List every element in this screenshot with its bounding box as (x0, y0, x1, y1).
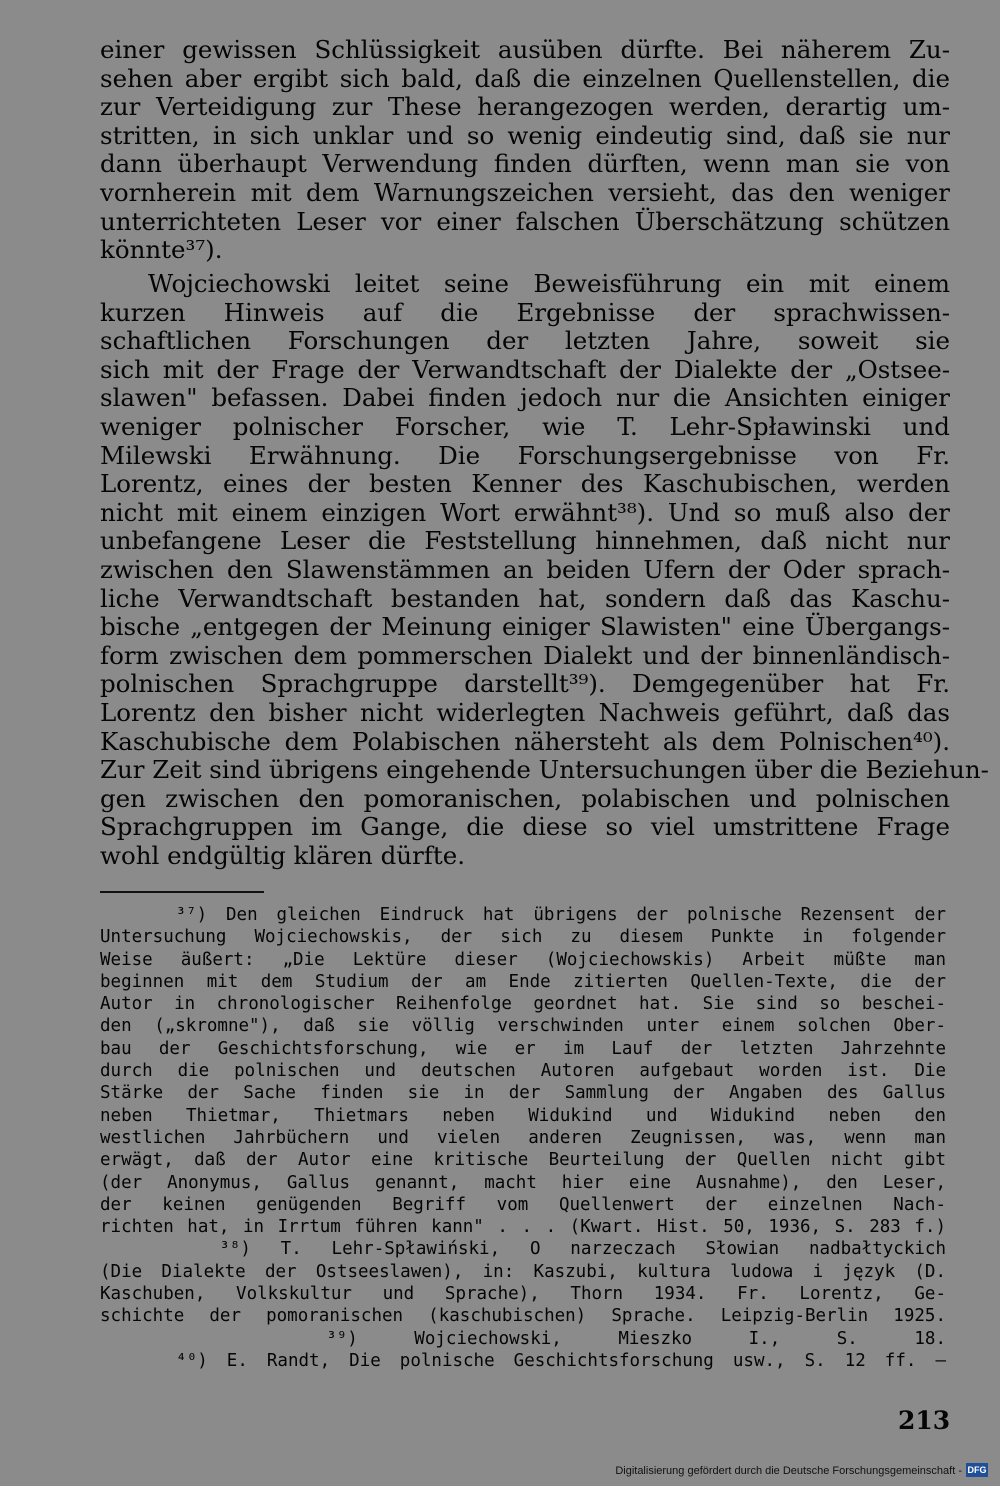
text-line: vornherein mit dem Warnungszeichen versieht, das den weniger (100, 177, 950, 207)
footnote-line: neben Thietmar, Thietmars neben Widukind und Widukind neben den (100, 1105, 946, 1126)
footnote-line: Autor in chronologischer Reihenfolge geordnet hat. Sie sind so beschei- (100, 994, 946, 1015)
digitization-credit: Digitalisierung gefördert durch die Deutsche Forschungsgemeinschaft - (615, 1465, 962, 1477)
footnote-line: (Die Dialekte der Ostseeslawen), in: Kaszubi, kultura ludowa i język (D. (100, 1261, 946, 1282)
text-line: weniger polnischer Forscher, wie T. Lehr-Spławinski und (100, 411, 950, 441)
text-line: dann überhaupt Verwendung finden dürften, wenn man sie von (100, 149, 950, 179)
footnote-line: Kaschuben, Volkskultur und Sprache), Thorn 1934. Fr. Lorentz, Ge- (100, 1284, 946, 1305)
footnote-line: (der Anonymus, Gallus genannt, macht hier eine Ausnahme), den Leser, (100, 1172, 946, 1193)
text-line: slawen" befassen. Dabei finden jedoch nur die Ansichten einiger (100, 383, 950, 413)
text-line: unbefangene Leser die Feststellung hinnehmen, daß nicht nur (100, 526, 950, 556)
text-line: sich mit der Frage der Verwandtschaft der Dialekte der „Ostsee- (100, 354, 950, 384)
footnote-line: beginnen mit dem Studium der am Ende zitierten Quellen-Texte, die der (100, 971, 946, 992)
text-line: sehen aber ergibt sich bald, daß die einzelnen Quellenstellen, die (100, 63, 950, 93)
text-line: könnte³⁷). (100, 235, 223, 265)
paragraph-2 (100, 269, 989, 870)
footnote-line: ³⁸) T. Lehr-Spławiński, O narzeczach Słowian nadbałtyckich (100, 1239, 946, 1260)
text-line: Wojciechowski leitet seine Beweisführung ein mit einem (148, 269, 950, 298)
footnote-line: der keinen genügenden Begriff vom Quellenwert der einzelnen Nach- (100, 1194, 946, 1215)
footnote-line: Weise äußert: „Die Lektüre dieser (Wojciechowskis) Arbeit müßte man (100, 949, 946, 970)
text-line: Sprachgruppen im Gange, die diese so viel umstrittene Frage (100, 812, 950, 842)
footnote-line: richten hat, in Irrtum führen kann" . . . (Kwart. Hist. 50, 1936, S. 283 f.) (100, 1217, 946, 1238)
text-line: liche Verwandtschaft bestanden hat, sondern daß das Kaschu- (100, 583, 950, 613)
text-line: nicht mit einem einzigen Wort erwähnt³⁸). Und so muß also der (100, 497, 950, 527)
text-line: Milewski Erwähnung. Die Forschungsergebnisse von Fr. (100, 440, 950, 470)
footnote-line: bau der Geschichtsforschung, wie er im Lauf der letzten Jahrzehnte (100, 1038, 946, 1059)
text-line: einer gewissen Schlüssigkeit ausüben dürfte. Bei näherem Zu- (100, 35, 950, 64)
text-line: zwischen den Slawenstämmen an beiden Ufern der Oder sprach- (100, 554, 950, 584)
footnote-line: ⁴⁰) E. Randt, Die polnische Geschichtsforschung usw., S. 12 ff. — (100, 1350, 946, 1371)
footnote-line: westlichen Jahrbüchern und vielen anderen Zeugnissen, was, wenn man (100, 1127, 946, 1148)
text-line: bische „entgegen der Meinung einiger Slawisten" eine Übergangs- (100, 612, 950, 642)
footnote-line: den („skromne"), daß sie völlig verschwinden unter einem solchen Ober- (100, 1016, 946, 1037)
text-line: wohl endgültig klären dürfte. (100, 840, 465, 870)
text-line: Lorentz, eines der besten Kenner des Kaschubischen, werden (100, 469, 950, 499)
text-line: zur Verteidigung zur These herangezogen werden, derartig um- (100, 92, 950, 122)
footnote-separator (100, 891, 264, 893)
footnote-line: durch die polnischen und deutschen Autoren aufgebaut worden ist. Die (100, 1061, 946, 1082)
text-line: polnischen Sprachgruppe darstellt³⁹). Demgegenüber hat Fr. (100, 669, 950, 699)
footnote-line: erwägt, daß der Autor eine kritische Beurteilung der Quellen nicht gibt (100, 1150, 946, 1171)
text-line: stritten, in sich unklar und so wenig eindeutig sind, daß sie nur (100, 120, 950, 150)
footnote-line: Stärke der Sache finden sie in der Sammlung der Angaben des Gallus (100, 1083, 946, 1104)
paragraph-1 (100, 36, 950, 265)
text-line: schaftlichen Forschungen der letzten Jahre, soweit sie (100, 326, 950, 356)
text-line: form zwischen dem pommerschen Dialekt und der binnenländisch- (100, 640, 950, 670)
footnote-line: schichte der pomoranischen (kaschubischen) Sprache. Leipzig-Berlin 1925. (100, 1306, 946, 1327)
footnote-line: ³⁷) Den gleichen Eindruck hat übrigens der polnische Rezensent der (100, 905, 946, 925)
page-number: 213 (898, 1406, 951, 1435)
text-line: gen zwischen den pomoranischen, polabischen und polnischen (100, 783, 950, 813)
text-line: Zur Zeit sind übrigens eingehende Untersuchungen über die Beziehun- (100, 755, 989, 785)
text-line: Lorentz den bisher nicht widerlegten Nachweis geführt, daß das (100, 697, 950, 727)
footnote-line: ³⁹) Wojciechowski, Mieszko I., S. 18. (100, 1328, 946, 1349)
dfg-logo: DFG (967, 1465, 987, 1475)
text-line: unterrichteten Leser vor einer falschen Überschätzung schützen (100, 206, 950, 236)
footnotes (100, 904, 946, 1372)
text-line: Kaschubische dem Polabischen nähersteht als dem Polnischen⁴⁰). (100, 726, 950, 756)
footnote-line: Untersuchung Wojciechowskis, der sich zu diesem Punkte in folgender (100, 927, 946, 948)
text-line: kurzen Hinweis auf die Ergebnisse der sprachwissen- (100, 297, 950, 327)
